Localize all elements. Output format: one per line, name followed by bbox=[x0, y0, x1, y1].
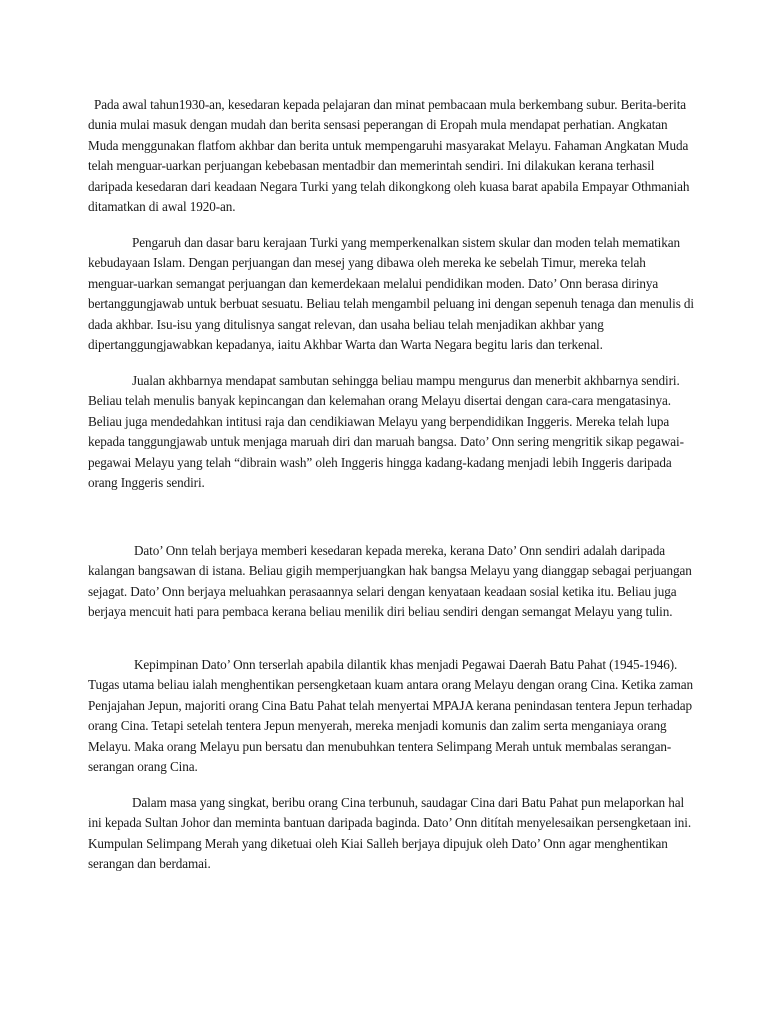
paragraph-6: Dalam masa yang singkat, beribu orang Cina terbunuh, saudagar Cina dari Batu Pahat pun melaporkan hal ini kepada Sultan Johor dan meminta bantuan daripada baginda. Dato’ Onn ditítah menyelesaikan persengketaan ini. Kumpulan Selimpang Merah yang diketuai oleh Kiai Salleh berjaya dipujuk oleh Dato’ Onn agar menghentikan serangan dan berdamai. bbox=[88, 795, 692, 872]
paragraph-3: Jualan akhbarnya mendapat sambutan sehingga beliau mampu mengurus dan menerbit akhbarnya sendiri. Beliau telah menulis banyak kepincangan dan kelemahan orang Melayu disertai dengan cara-cara mengatasinya. Beliau juga mendedahkan intitusi raja dan cendikiawan Melayu yang berpendidikan Inggeris. Mereka telah lupa kepada tanggungjawab untuk menjaga maruah diri dan maruah bangsa. Dato’ Onn sering mengritik sikap pegawai-pegawai Melayu yang telah “dibrain wash” oleh Inggeris hingga kadang-kadang menjadi lebih Inggeris daripada orang Inggeris sendiri. bbox=[88, 373, 684, 491]
paragraph-4: Dato’ Onn telah berjaya memberi kesedaran kepada mereka, kerana Dato’ Onn sendiri adalah daripada kalangan bangsawan di istana. Beliau gigih memperjuangkan hak bangsa Melayu yang dianggap sebagai perjuangan sejagat. Dato’ Onn berjaya meluahkan perasaannya selari dengan kenyataan keadaan sosial ketika itu. Beliau juga berjaya mencuit hati para pembaca kerana beliau menilik diri beliau sendiri dengan semangat Melayu yang tulin. bbox=[88, 543, 692, 620]
paragraph-1: Pada awal tahun1930-an, kesedaran kepada pelajaran dan minat pembacaan mula berkembang subur. Berita-berita dunia mulai masuk dengan mudah dan berita sensasi peperangan di Eropah mula mendapat perhatian. Angkatan Muda menggunakan flatfom akhbar dan berita untuk mempengaruhi masyarakat Melayu. Fahaman Angkatan Muda telah menguar-uarkan perjuangan kebebasan mentadbir dan memerintah sendiri. Ini dilakukan kerana terhasil daripada kesedaran dari keadaan Negara Turki yang telah dikongkong oleh kuasa barat apabila Empayar Othmaniah ditamatkan di awal 1920-an. bbox=[88, 97, 690, 215]
paragraph-2: Pengaruh dan dasar baru kerajaan Turki yang memperkenalkan sistem skular dan moden telah mematikan kebudayaan Islam. Dengan perjuangan dan mesej yang dibawa oleh mereka ke sebelah Timur, mereka telah menguar-uarkan semangat perjuangan dan kemerdekaan melalui pendidikan moden. Dato’ Onn berasa dirinya bertanggungjawab untuk berbuat sesuatu. Beliau telah mengambil peluang ini dengan sepenuh tenaga dan menulis di dada akhbar. Isu-isu yang ditulisnya sangat relevan, dan usaha beliau telah menjadikan akhbar yang dipertanggungjawabkan kepadanya, iaitu Akhbar Warta dan Warta Negara begitu laris dan terkenal. bbox=[88, 235, 694, 353]
paragraph-5: Kepimpinan Dato’ Onn terserlah apabila dilantik khas menjadi Pegawai Daerah Batu Pahat (1945-1946). Tugas utama beliau ialah menghentikan persengketaan kuam antara orang Melayu dengan orang Cina. Ketika zaman Penjajahan Jepun, majoriti orang Cina Batu Pahat telah menyertai MPAJA kerana penindasan tentera Jepun terhadap orang Cina. Tetapi setelah tentera Jepun menyerah, mereka menjadi komunis dan zalim serta menganiaya orang Melayu. Maka orang Melayu pun bersatu dan menubuhkan tentera Selimpang Merah untuk membalas serangan-serangan orang Cina. bbox=[88, 657, 694, 775]
